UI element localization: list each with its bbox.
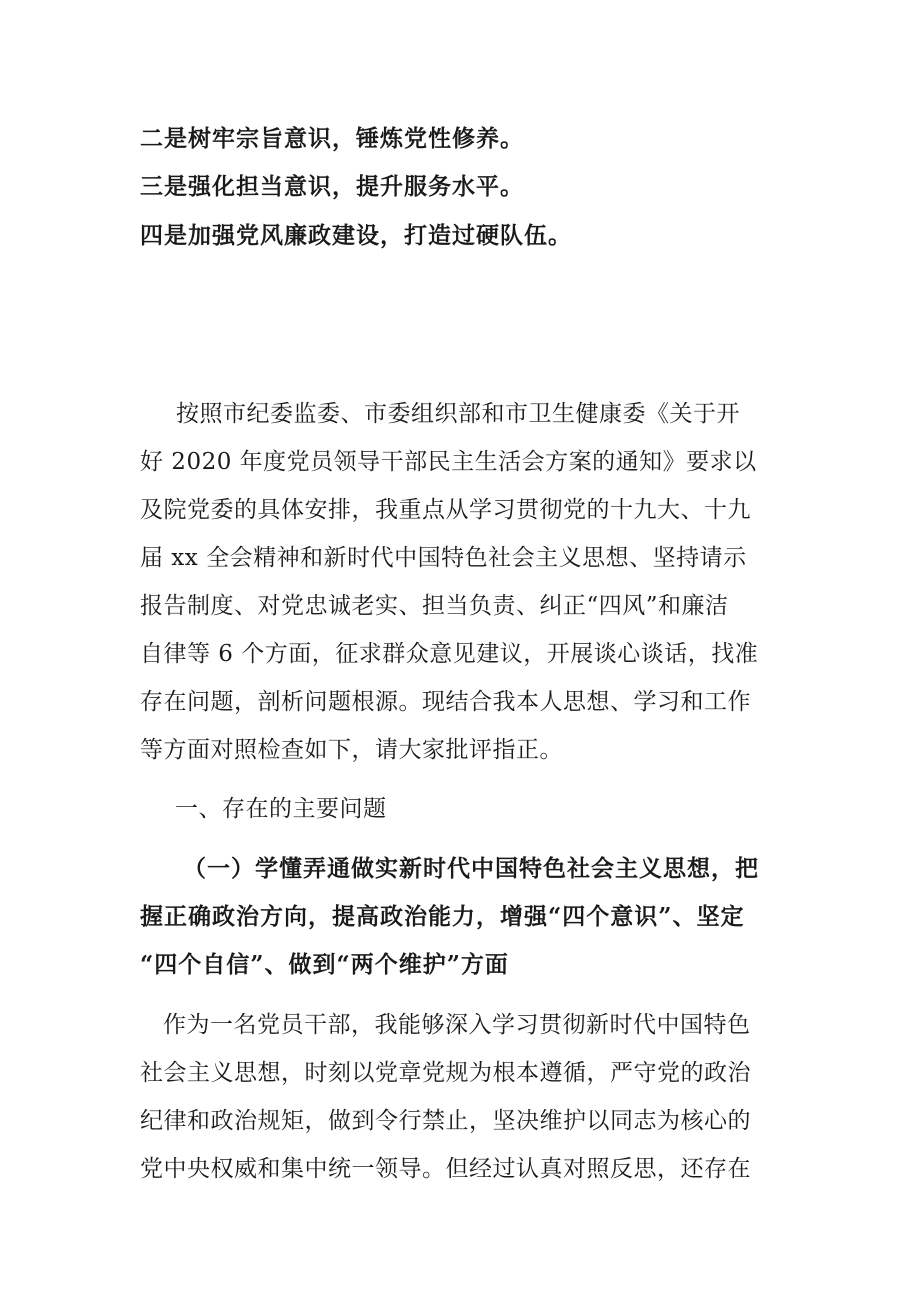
body-line-2: 社会主义思想，时刻以党章党规为根本遵循，严守党的政治 [140,1060,751,1086]
body-line-3: 纪律和政治规矩，做到令行禁止，坚决维护以同志为核心的 [140,1108,751,1134]
intro-line-2: 好 2020 年度党员领导干部民主生活会方案的通知》要求以 [140,449,757,475]
intro-line-5: 报告制度、对党忠诚老实、担当负责、纠正“四风”和廉洁 [140,593,729,619]
summary-point-3: 三是强化担当意识，提升服务水平。 [140,173,524,200]
subsection-heading-line-2: 握正确政治方向，提高政治能力，增强“四个意识”、坚定 [140,903,745,930]
section-heading: 一、存在的主要问题 [175,796,387,822]
intro-line-8: 等方面对照检查如下，请大家批评指正。 [140,737,563,763]
summary-point-4: 四是加强党风廉政建设，打造过硬队伍。 [140,222,572,249]
body-line-1: 作为一名党员干部，我能够深入学习贯彻新时代中国特色 [163,1012,751,1038]
intro-line-3: 及院党委的具体安排，我重点从学习贯彻党的十九大、十九 [140,497,751,523]
intro-line-7: 存在问题，剖析问题根源。现结合我本人思想、学习和工作 [140,689,751,715]
intro-line-6: 自律等 6 个方面，征求群众意见建议，开展谈心谈话，找准 [140,641,759,667]
intro-line-4: 届 xx 全会精神和新时代中国特色社会主义思想、坚持请示 [140,545,747,571]
intro-line-1: 按照市纪委监委、市委组织部和市卫生健康委《关于开 [176,401,740,427]
subsection-heading-line-3: “四个自信”、做到“两个维护”方面 [140,951,509,978]
summary-point-2: 二是树牢宗旨意识，锤炼党性修养。 [140,125,524,152]
subsection-heading-line-1: （一）学懂弄通做实新时代中国特色社会主义思想，把 [183,855,759,882]
body-line-4: 党中央权威和集中统一领导。但经过认真对照反思，还存在 [140,1156,751,1182]
